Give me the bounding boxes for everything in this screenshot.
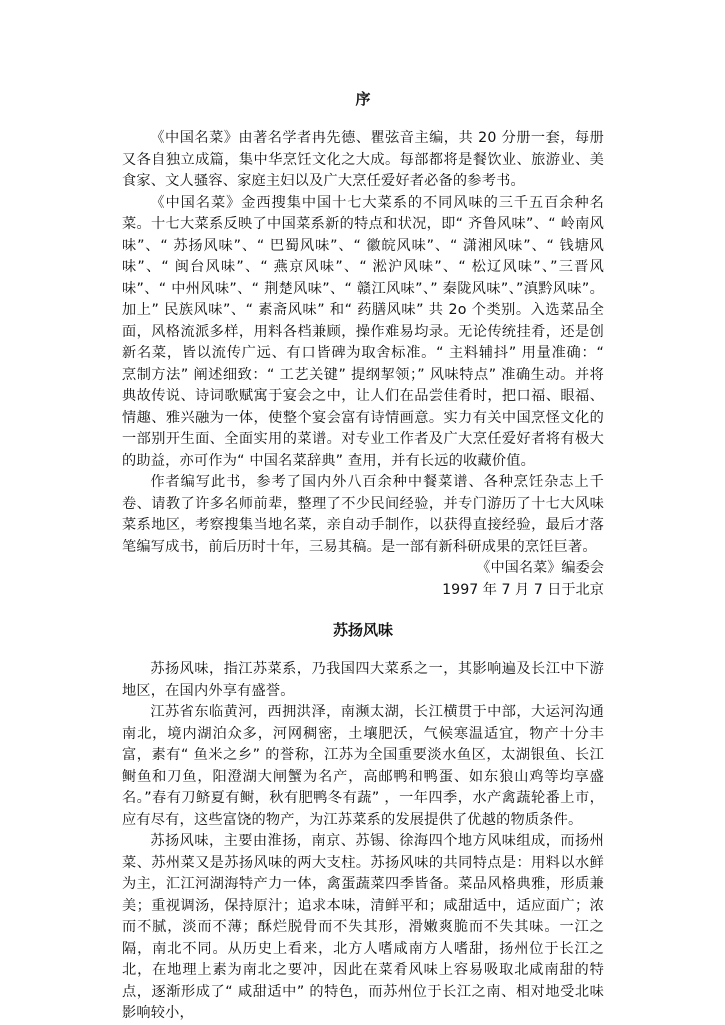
section-paragraph: 江苏省东临黄河，西拥洪泽，南濒太湖，长江横贯于中部，大运河沟通南北，境内湖泊众多，河网稠密，土壤肥沃，气候寒温适宜，物产十分丰富，素有“ 鱼米之乡” 的誉称，江苏为全国重要淡水鱼区，太湖银鱼、长江鲥鱼和刀鱼，阳澄湖大闸蟹为名产，高邮鸭和鸭蛋、如东狼山鸡等均享盛名。”春有刀鲚夏有鲥，秋有肥鸭冬有蔬” ，一年四季，水产禽蔬轮番上市，应有尽有，这些富饶的物产，为江苏菜系的发展提供了优越的物质条件。 [122,704,604,828]
document-body [122,88,604,1025]
preface-signature: 《中国名菜》编委会 [476,560,604,576]
preface-paragraph: 《中国名菜》金西搜集中国十七大菜系的不同风味的三千五百余种名菜。十七大菜系反映了中国菜系新的特点和状况，即“ 齐鲁风味”、“ 岭南风味”、“ 苏扬风味”、“ 巴蜀风味”、“ 徽皖风味”、“ 潇湘风味”、“ 钱塘风味”、“ 闽台风味”、“ 燕京风味”、“ 淞沪风味”、“ 松辽风味”、”三晋风味”、“ 中州风味”、“ 荆楚风味”、“ 赣江风味”、” 秦陇风味”、”滇黔风味”。加上” 民族风味”、“ 素斋风味” 和“ 药膳风味” 共 2o 个类别。入选菜品全面，风格流派多样，用料各档兼顾，操作难易均录。无论传统挂肴，还是创新名菜，皆以流传广远、有口皆碑为取舍标准。“ 主料辅抖” 用量准确：“ 烹制方法” 阐述细致：“ 工艺关键” 提纲挈领；” 风味特点” 准确生动。并将典故传说、诗词歌赋寓于宴会之中，让人们在品尝佳肴时，把口福、眼福、情趣、雅兴融为一体，使整个宴会富有诗情画意。实力有关中国烹怪文化的一部别开生面、全面实用的菜谱。对专业工作者及广大烹任爱好者将有极大的助益，亦可作为“ 中国名菜辞典” 查用，并有长远的收藏价值。 [122,194,604,469]
preface-title: 序 [355,90,371,108]
section-paragraph: 苏扬风味，主要由淮扬，南京、苏锡、徐海四个地方风味组成，而扬州菜、苏州菜又是苏扬风味的两大支柱。苏扬风味的共同特点是：用料以水鲜为主，汇江河湖海特产力一体，禽蛋蔬菜四季皆备。菜品风格典雅，形质兼美；重视调汤，保持原汁；追求本味，清鲜平和；咸甜适中，适应面广；浓而不腻，淡而不薄；酥烂脱骨而不失其形，滑嫩爽脆而不失其味。一江之隔，南北不同。从历史上看来，北方人嗜咸南方人嗜甜，扬州位于长江之北，在地理上素为南北之要冲，因此在菜肴风味上容易吸取北咸南甜的特点，逐渐形成了“ 咸甜适中” 的特色，而苏州位于长江之南、相对地受北味影响较小， [122,833,604,1021]
preface-date: 1997 年 7 月 7 日于北京 [442,581,604,598]
preface-paragraph: 《中国名菜》由著名学者冉先德、瞿弦音主编，共 20 分册一套，每册又各自独立成篇，集中华烹饪文化之大成。每部都将是餐饮业、旅游业、美食家、文人骚容、家庭主妇以及广大烹任爱好者必备的参考书。 [122,130,604,189]
section-paragraph: 苏扬风味，指江苏菜系，乃我国四大菜系之一，其影响遍及长江中下游地区，在国内外享有盛誉。 [122,661,604,699]
preface-paragraph: 作者编写此书，参考了国内外八百余种中餐菜谱、各种烹饪杂志上千卷、请教了许多名师前辈，整理了不少民间经验，并专门游历了十七大风味菜系地区，考察搜集当地名菜，亲自动手制作，以获得直接经验，最后才落笔编写成书，前后历时十年，三易其稿。是一部有新科研成果的烹饪巨著。 [122,474,604,555]
section-title: 苏扬风味 [332,621,393,639]
